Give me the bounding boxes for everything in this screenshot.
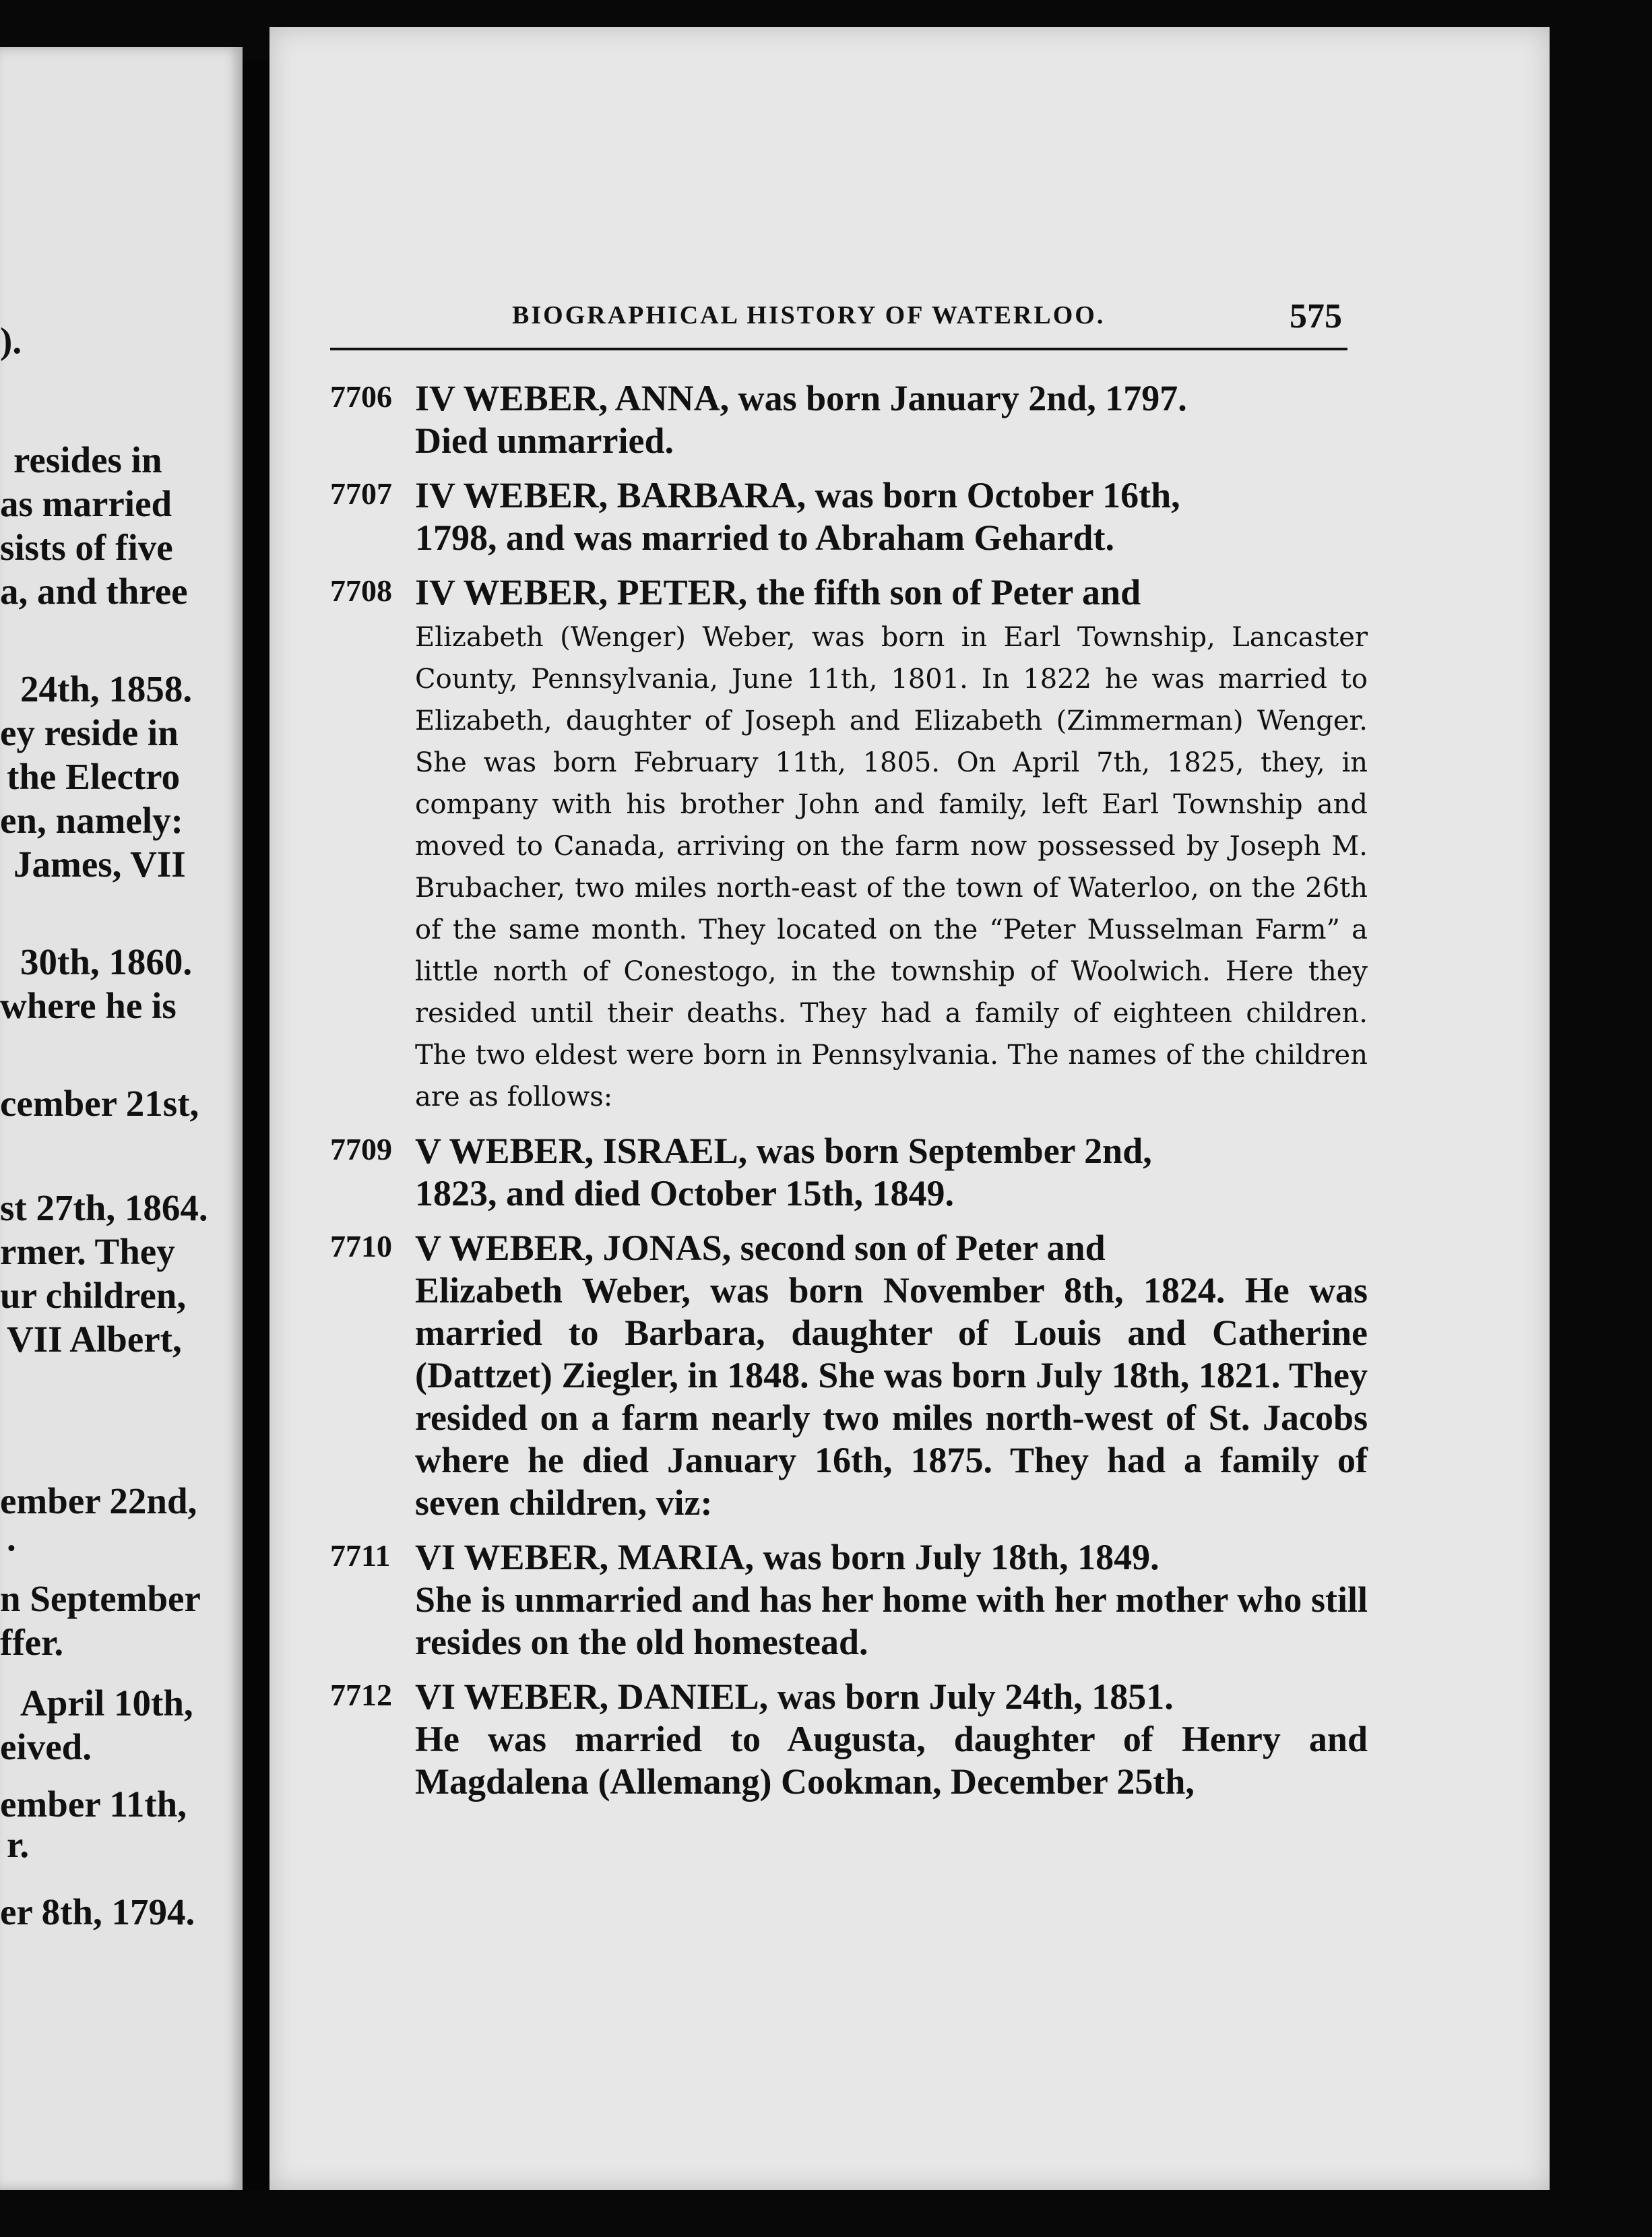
entry-number: 7709 (330, 1132, 392, 1166)
left-page-text: ffer. (0, 1622, 64, 1663)
entry-head: V WEBER, JONAS, second son of Peter and (415, 1228, 1106, 1268)
entries-list (330, 377, 1368, 1815)
left-page-text: ey reside in (0, 712, 179, 753)
left-page-text: en, namely: (0, 800, 183, 841)
entry-body: She is unmarried and has her home with her mother who still resides on the old homestead. (415, 1579, 1368, 1662)
left-page-text: eived. (0, 1726, 92, 1767)
entry-number: 7708 (330, 573, 392, 608)
entry-head: IV WEBER, BARBARA, was born October 16th, (415, 475, 1180, 515)
running-title: BIOGRAPHICAL HISTORY OF WATERLOO. (512, 301, 1106, 329)
entry-number: 7706 (330, 379, 392, 414)
entry-head: IV WEBER, PETER, the fifth son of Peter and (415, 572, 1141, 612)
entry (330, 1536, 1368, 1664)
left-page-text: as married (0, 483, 172, 524)
left-page-text: ). (0, 320, 22, 361)
left-page-text: n September (0, 1578, 201, 1619)
entry-body-small: Elizabeth (Wenger) Weber, was born in Earl Township, Lancaster County, Pennsylvania, June 11th, 1801. In 1822 he was married to Elizabeth, daughter of Joseph and Elizabeth (Zimmerman) Wenger. She was born February 11th, 1805. On April 7th, 1825, they, in company with his brother John and family, left Earl Township and moved to Canada, arriving on the farm now possessed by Joseph M. Brubacher, two miles north-east of the town of Waterloo, on the 26th of the same month. They located on the “Peter Musselman Farm” a little north of Conestogo, in the township of Woolwich. Here they resided until their deaths. They had a family of eighteen children. The two eldest were born in Pennsylvania. The names of the children are as follows: (415, 622, 1368, 1112)
entry-body: He was married to Augusta, daughter of Henry and Magdalena (Allemang) Cookman, December 25th, (415, 1719, 1368, 1802)
left-page-text: sists of five (0, 527, 173, 568)
entry-head: VI WEBER, MARIA, was born July 18th, 1849. (415, 1537, 1159, 1577)
entry-number: 7710 (330, 1229, 392, 1263)
left-page-text: James, VII (13, 844, 186, 885)
left-page-text: where he is (0, 985, 177, 1026)
entry-head: VI WEBER, DANIEL, was born July 24th, 1851. (415, 1676, 1174, 1717)
page-number: 575 (1290, 297, 1342, 336)
entry-head: V WEBER, ISRAEL, was born September 2nd, (415, 1131, 1152, 1171)
left-page-text: April 10th, (20, 1682, 193, 1724)
left-page-text: a, and three (0, 571, 188, 612)
left-page-text: rmer. They (0, 1231, 175, 1272)
left-page-text: st 27th, 1864. (0, 1187, 208, 1228)
entry (330, 474, 1368, 559)
left-page-text: ember 22nd, (0, 1480, 197, 1521)
left-page-text: the Electro (7, 756, 181, 797)
entry (330, 1227, 1368, 1524)
left-page-text: ember 11th, (0, 1784, 187, 1825)
entry-number: 7711 (330, 1538, 391, 1573)
left-page-text: 30th, 1860. (20, 941, 193, 982)
book-gutter (243, 61, 269, 2190)
entry-body: Elizabeth Weber, was born November 8th, 1824. He was married to Barbara, daughter of Louis and Catherine (Dattzet) Ziegler, in 1848. She was born July 18th, 1821. They resided on a farm nearly two miles north-west of St. Jacobs where he died January 16th, 1875. They had a family of seven children, viz: (415, 1270, 1368, 1523)
left-page-text: resides in (13, 439, 162, 480)
left-page-text: cember 21st, (0, 1083, 199, 1124)
entry-number: 7707 (330, 476, 392, 511)
left-page-text: 24th, 1858. (20, 668, 193, 710)
entry-body: 1798, and was married to Abraham Gehardt. (415, 517, 1114, 558)
entry-body: Died unmarried. (415, 420, 674, 461)
entry (330, 1676, 1368, 1803)
page-header (330, 296, 1347, 350)
left-page-fragment (0, 47, 243, 2190)
left-page-text: . (7, 1517, 16, 1558)
left-page-text: er 8th, 1794. (0, 1891, 195, 1932)
left-page-text: ur children, (0, 1275, 187, 1316)
left-page-text: VII Albert, (7, 1319, 182, 1360)
left-page-text: r. (7, 1824, 30, 1865)
entry-head: IV WEBER, ANNA, was born January 2nd, 1797. (415, 378, 1187, 418)
entry-body: 1823, and died October 15th, 1849. (415, 1173, 955, 1214)
entry (330, 571, 1368, 1118)
entry (330, 377, 1368, 462)
entry-number: 7712 (330, 1678, 392, 1712)
entry (330, 1130, 1368, 1215)
